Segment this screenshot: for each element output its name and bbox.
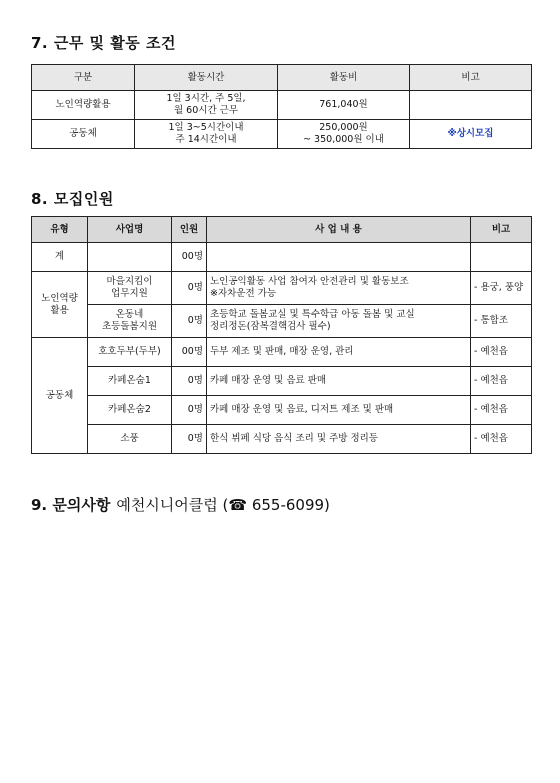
row-time: 1일 3시간, 주 5일, 월 60시간 근무 (135, 91, 278, 120)
row-pay: 250,000원 ~ 350,000원 이내 (278, 120, 410, 149)
total-label: 계 (32, 243, 88, 272)
empty-cell (207, 243, 471, 272)
row-note: - 예천읍 (471, 367, 532, 396)
header-desc: 사 업 내 용 (207, 217, 471, 243)
row-count: 00명 (172, 338, 207, 367)
row-count: 0명 (172, 396, 207, 425)
table-row (32, 272, 532, 305)
section-9-title: 9. 문의사항 (31, 496, 111, 514)
table-row (32, 338, 532, 367)
group-type: 노인역량 활용 (32, 272, 88, 338)
row-count: 0명 (172, 425, 207, 454)
table-row (32, 396, 532, 425)
row-desc: 한식 뷔페 식당 음식 조리 및 주방 정리등 (207, 425, 471, 454)
section-7-title: 7. 근무 및 활동 조건 (31, 34, 176, 52)
table-row (32, 425, 532, 454)
row-desc: 두부 제조 및 판매, 매장 운영, 관리 (207, 338, 471, 367)
row-note (410, 91, 532, 120)
header-pay: 활동비 (278, 65, 410, 91)
work-conditions-table (31, 64, 532, 149)
empty-cell (471, 243, 532, 272)
header-name: 사업명 (88, 217, 172, 243)
header-type: 유형 (32, 217, 88, 243)
header-time: 활동시간 (135, 65, 278, 91)
table-header-row (32, 65, 532, 91)
row-name: 카페온숨1 (88, 367, 172, 396)
row-desc: 초등학교 돌봄교실 및 특수학급 아동 돌봄 및 교실 정리정돈(잠복결핵검사 필수) (207, 305, 471, 338)
row-desc: 카페 매장 운영 및 음료 판매 (207, 367, 471, 396)
row-name: 소풍 (88, 425, 172, 454)
section-8-title: 8. 모집인원 (31, 190, 114, 208)
row-pay: 761,040원 (278, 91, 410, 120)
empty-cell (88, 243, 172, 272)
total-row (32, 243, 532, 272)
row-category: 노인역량활용 (32, 91, 135, 120)
row-count: 0명 (172, 305, 207, 338)
row-count: 0명 (172, 367, 207, 396)
row-name: 온동네 초등돌봄지원 (88, 305, 172, 338)
group-type: 공동체 (32, 338, 88, 454)
header-note: 비고 (471, 217, 532, 243)
table-row (32, 305, 532, 338)
row-name: 마을지킴이 업무지원 (88, 272, 172, 305)
header-count: 인원 (172, 217, 207, 243)
total-count: 00명 (172, 243, 207, 272)
recruitment-table (31, 216, 532, 454)
row-note: - 통합조 (471, 305, 532, 338)
row-note: - 용궁, 풍양 (471, 272, 532, 305)
row-note: ※상시모집 (410, 120, 532, 149)
row-note: - 예천읍 (471, 338, 532, 367)
row-time: 1일 3~5시간이내 주 14시간이내 (135, 120, 278, 149)
table-header-row (32, 217, 532, 243)
header-note: 비고 (410, 65, 532, 91)
table-row (32, 120, 532, 149)
row-note: - 예천읍 (471, 396, 532, 425)
row-note: - 예천읍 (471, 425, 532, 454)
header-category: 구분 (32, 65, 135, 91)
table-row (32, 367, 532, 396)
row-category: 공동체 (32, 120, 135, 149)
contact-info: 예천시니어클럽 (☎ 655-6099) (116, 496, 330, 514)
row-desc: 노인공익활동 사업 참여자 안전관리 및 활동보조 ※자차운전 가능 (207, 272, 471, 305)
row-name: 카페온숨2 (88, 396, 172, 425)
contact-line (31, 494, 330, 515)
row-name: 호호두부(두부) (88, 338, 172, 367)
table-row (32, 91, 532, 120)
row-count: 0명 (172, 272, 207, 305)
row-desc: 카페 매장 운영 및 음료, 디저트 제조 및 판매 (207, 396, 471, 425)
